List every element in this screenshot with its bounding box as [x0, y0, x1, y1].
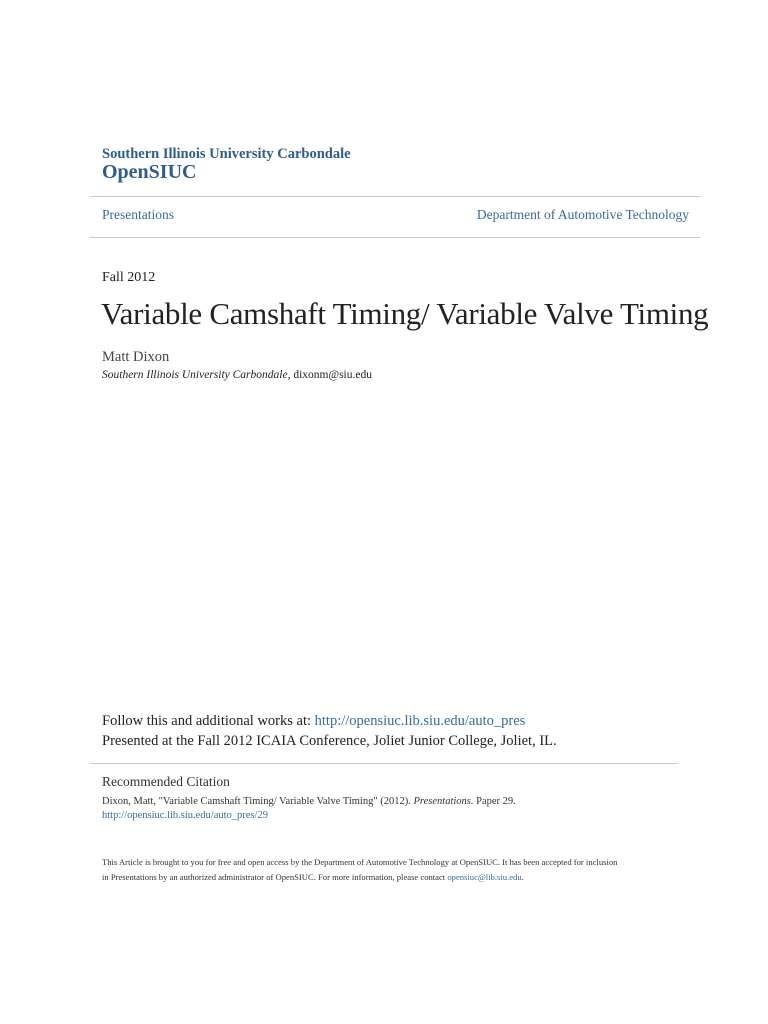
department-link[interactable]: Department of Automotive Technology	[476, 207, 689, 222]
citation-series: Presentations.	[413, 796, 474, 807]
collection-url-link[interactable]: http://opensiuc.lib.siu.edu/auto_pres	[314, 713, 526, 729]
author-name: Matt Dixon	[102, 349, 170, 365]
article-title: Variable Camshaft Timing/ Variable Valve Timing	[101, 296, 709, 331]
citation-text	[102, 796, 516, 807]
collection-link[interactable]: Presentations	[102, 207, 174, 222]
header-rule-top	[90, 196, 700, 197]
presented-note: Presented at the Fall 2012 ICAIA Conference, Joliet Junior College, Joliet, IL.	[102, 733, 557, 749]
access-notice-text: in Presentations by an authorized administrator of OpenSIUC. For more information, please contact	[102, 872, 448, 882]
citation-text-post: Paper 29.	[473, 796, 516, 807]
institution-name: Southern Illinois University Carbondale	[102, 146, 351, 162]
follow-line	[102, 713, 525, 730]
contact-email-link[interactable]: opensiuc@lib.siu.edu	[447, 872, 522, 882]
access-notice-end: .	[521, 872, 524, 882]
author-affiliation	[102, 369, 372, 381]
affiliation-name: Southern Illinois University Carbondale	[102, 369, 288, 381]
follow-label: Follow this and additional works at:	[102, 713, 315, 729]
publication-date: Fall 2012	[102, 270, 156, 285]
citation-url-link[interactable]: http://opensiuc.lib.siu.edu/auto_pres/29	[102, 810, 268, 821]
access-notice-line1: This Article is brought to you for free and open access by the Department of Automotive Technology at OpenSIUC. It has been accepted for inclusion	[102, 857, 618, 867]
affiliation-separator: ,	[287, 369, 294, 381]
repository-name[interactable]: OpenSIUC	[102, 161, 197, 183]
author-email: dixonm@siu.edu	[293, 369, 372, 381]
access-notice-line2	[102, 872, 524, 882]
citation-text-pre: Dixon, Matt, "Variable Camshaft Timing/ Variable Valve Timing" (2012).	[102, 796, 414, 807]
header-rule-bottom	[90, 237, 700, 238]
citation-rule	[90, 763, 678, 764]
citation-heading: Recommended Citation	[102, 774, 230, 789]
